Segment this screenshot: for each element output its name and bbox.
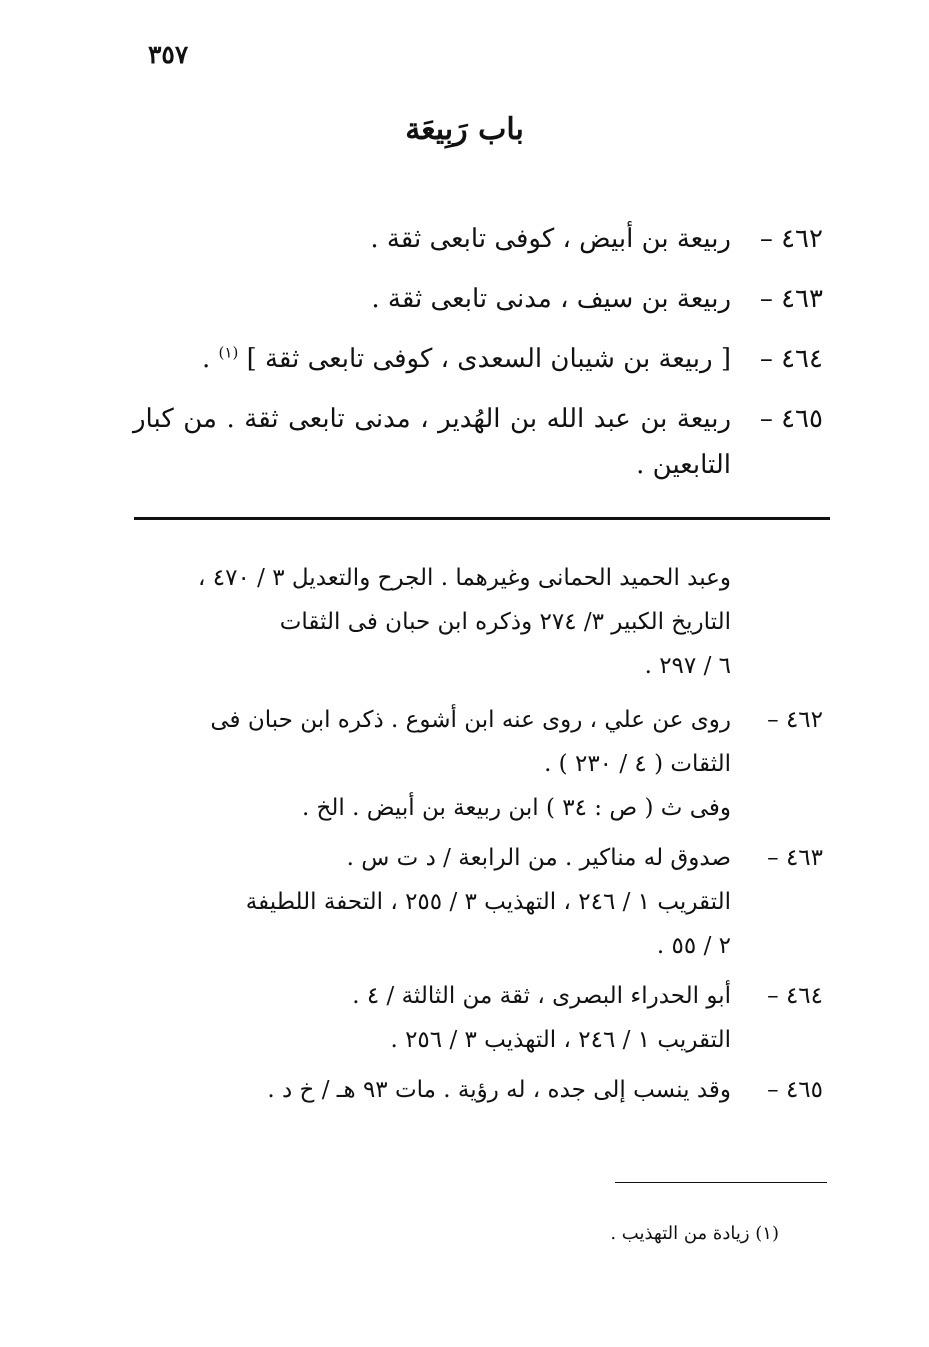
entry-number: ٤٦٢ – <box>759 224 823 254</box>
footnote: (١) زيادة من التهذيب . <box>610 1223 779 1244</box>
note-line: الثقات ( ٤ / ٢٣٠ ) . <box>544 751 731 777</box>
note-continuation <box>133 556 823 688</box>
section-divider <box>134 517 830 520</box>
chapter-title: باب رَبِيعَة <box>405 112 524 147</box>
entry-text: ربيعة بن سيف ، مدنى تابعى ثقة . <box>371 284 731 314</box>
note-number: ٤٦٢ – <box>767 707 823 733</box>
note-body <box>133 974 731 1062</box>
note-body <box>133 698 731 830</box>
entry-text: [ ربيعة بن شيبان السعدى ، كوفى تابعى ثقة ] <box>246 344 731 374</box>
entry-number: ٤٦٣ – <box>759 284 823 314</box>
entry-462 <box>133 216 823 262</box>
note-465 <box>133 1068 823 1112</box>
note-line: صدوق له مناكير . من الرابعة / د ت س . <box>346 845 731 871</box>
note-line: التقريب ١ / ٢٤٦ ، التهذيب ٣ / ٢٥٥ ، التحفة اللطيفة <box>245 889 731 915</box>
note-line: وعبد الحميد الحمانى وغيرهما . الجرح والتعديل ٣ / ٤٧٠ ، <box>198 565 731 591</box>
entries-list <box>133 216 823 502</box>
note-number: ٤٦٥ – <box>767 1077 823 1103</box>
entry-text: ربيعة بن أبيض ، كوفى تابعى ثقة . <box>370 224 731 254</box>
entry-464 <box>133 336 823 382</box>
entry-number: ٤٦٤ – <box>759 344 823 374</box>
note-line: ٢ / ٥٥ . <box>656 933 731 959</box>
note-line: ٦ / ٢٩٧ . <box>644 653 731 679</box>
entry-text-wrap <box>133 336 731 382</box>
entry-number: ٤٦٥ – <box>759 404 823 434</box>
note-line: وقد ينسب إلى جده ، له رؤية . مات ٩٣ هـ / خ د . <box>267 1077 731 1103</box>
entry-465 <box>133 396 823 488</box>
footnote-divider <box>615 1182 827 1183</box>
notes-section <box>133 556 823 1118</box>
page-number: ٣٥٧ <box>148 40 189 69</box>
note-line: التقريب ١ / ٢٤٦ ، التهذيب ٣ / ٢٥٦ . <box>390 1027 731 1053</box>
entry-463 <box>133 276 823 322</box>
note-line: وفى ث ( ص : ٣٤ ) ابن ربيعة بن أبيض . الخ . <box>301 795 731 821</box>
entry-text: ربيعة بن عبد الله بن الهُدير ، مدنى تابعى ثقة . من كبار التابعين . <box>133 404 731 480</box>
note-464 <box>133 974 823 1062</box>
footnote-ref: (١) <box>218 343 239 362</box>
note-body <box>133 1068 731 1112</box>
note-number: ٤٦٣ – <box>767 845 823 871</box>
note-body <box>133 836 731 968</box>
note-462 <box>133 698 823 830</box>
note-line: التاريخ الكبير ٣/ ٢٧٤ وذكره ابن حبان فى الثقات <box>279 609 731 635</box>
note-463 <box>133 836 823 968</box>
entry-tail: . <box>201 344 211 374</box>
note-line: أبو الحدراء البصرى ، ثقة من الثالثة / ٤ . <box>352 983 731 1009</box>
note-number: ٤٦٤ – <box>767 983 823 1009</box>
note-line: روى عن علي ، روى عنه ابن أشوع . ذكره ابن حبان فى <box>210 707 731 733</box>
